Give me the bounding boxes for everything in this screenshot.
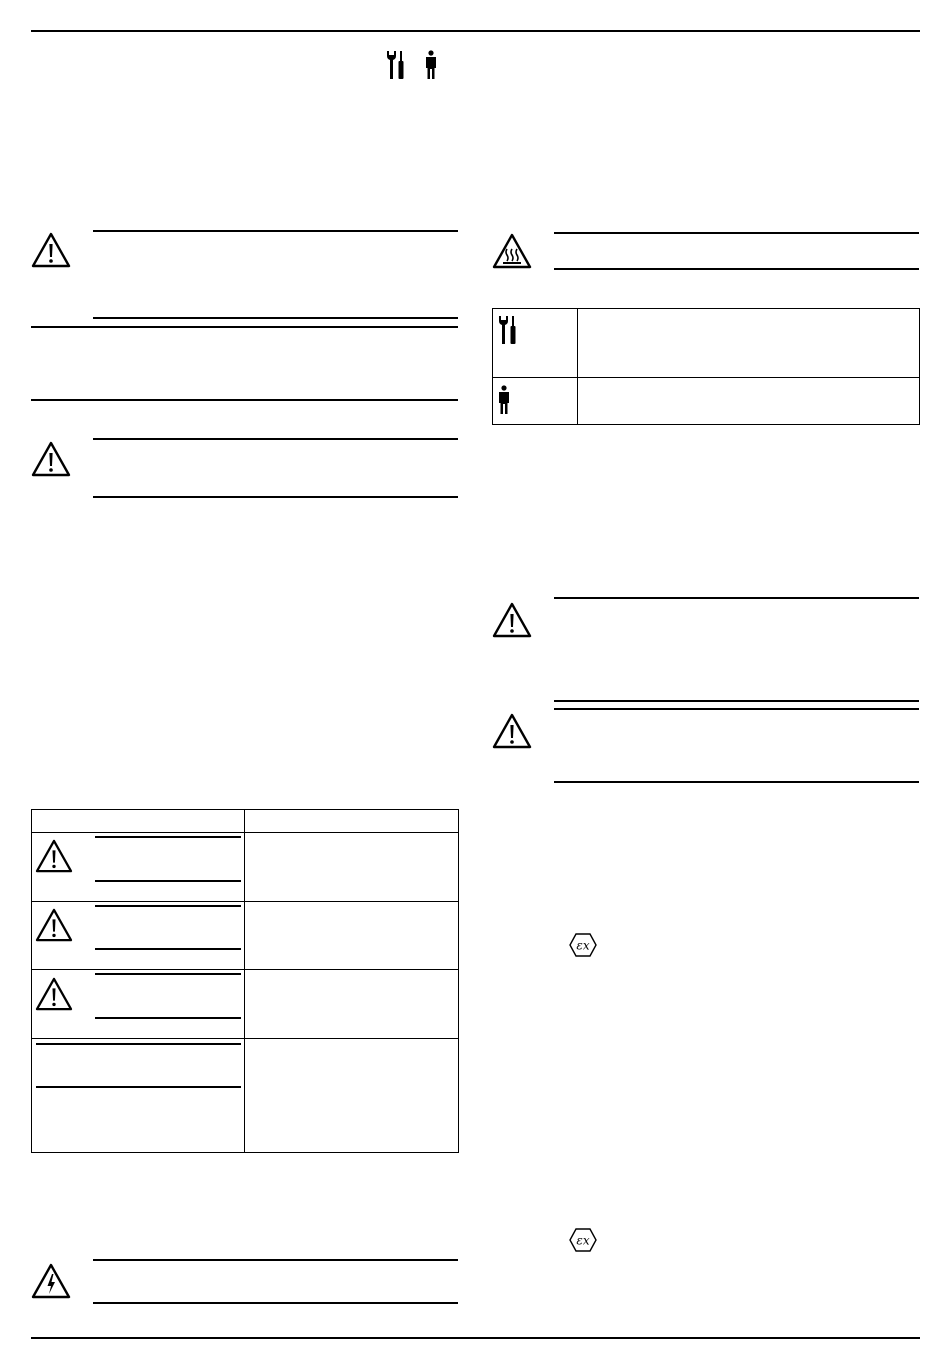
- note-block-bottom-rule: [31, 399, 458, 401]
- warning-triangle-icon: [31, 441, 71, 477]
- hot-surface-icon: [492, 233, 532, 269]
- warning-block-bottom-rule: [93, 496, 458, 498]
- warning-block-top-rule: [554, 708, 919, 710]
- table-row-separator: [31, 901, 459, 902]
- cell-top-rule: [95, 836, 241, 838]
- tools-icon: [385, 50, 407, 80]
- note-block-top-rule: [31, 326, 458, 328]
- warning-block-bottom-rule: [554, 268, 919, 270]
- symbol-table-border: [31, 809, 459, 1153]
- bottom-rule: [31, 1337, 920, 1339]
- warning-block-bottom-rule: [93, 317, 458, 319]
- warning-block-bottom-rule: [554, 781, 919, 783]
- person-icon: [497, 384, 511, 416]
- cell-bottom-rule: [95, 880, 241, 882]
- qualification-table-divider: [577, 308, 578, 425]
- warning-block-top-rule: [554, 232, 919, 234]
- table-row-separator: [492, 377, 920, 378]
- warning-block-top-rule: [93, 230, 458, 232]
- cell-bottom-rule: [36, 1086, 241, 1088]
- warning-triangle-icon: [35, 977, 73, 1011]
- cell-top-rule: [95, 973, 241, 975]
- cell-bottom-rule: [95, 1017, 241, 1019]
- cell-bottom-rule: [95, 948, 241, 950]
- warning-block-top-rule: [93, 438, 458, 440]
- warning-block-top-rule: [554, 700, 919, 702]
- table-row-separator: [31, 969, 459, 970]
- warning-triangle-icon: [35, 839, 73, 873]
- warning-block-top-rule: [93, 1259, 458, 1261]
- warning-block-bottom-rule: [93, 1302, 458, 1304]
- electric-hazard-icon: [31, 1263, 71, 1299]
- ex-atex-icon: [569, 933, 597, 957]
- person-icon: [424, 50, 438, 80]
- table-row-separator: [31, 832, 459, 833]
- qualification-table-border: [492, 308, 920, 425]
- ex-atex-icon: [569, 1228, 597, 1252]
- warning-triangle-icon: [31, 232, 71, 268]
- top-rule: [31, 30, 920, 32]
- tools-icon: [497, 315, 519, 345]
- warning-triangle-icon: [492, 713, 532, 749]
- cell-top-rule: [36, 1043, 241, 1045]
- warning-block-top-rule: [554, 597, 919, 599]
- cell-top-rule: [95, 905, 241, 907]
- warning-triangle-icon: [492, 602, 532, 638]
- warning-triangle-icon: [35, 908, 73, 942]
- symbol-table-divider: [244, 809, 245, 1153]
- table-row-separator: [31, 1038, 459, 1039]
